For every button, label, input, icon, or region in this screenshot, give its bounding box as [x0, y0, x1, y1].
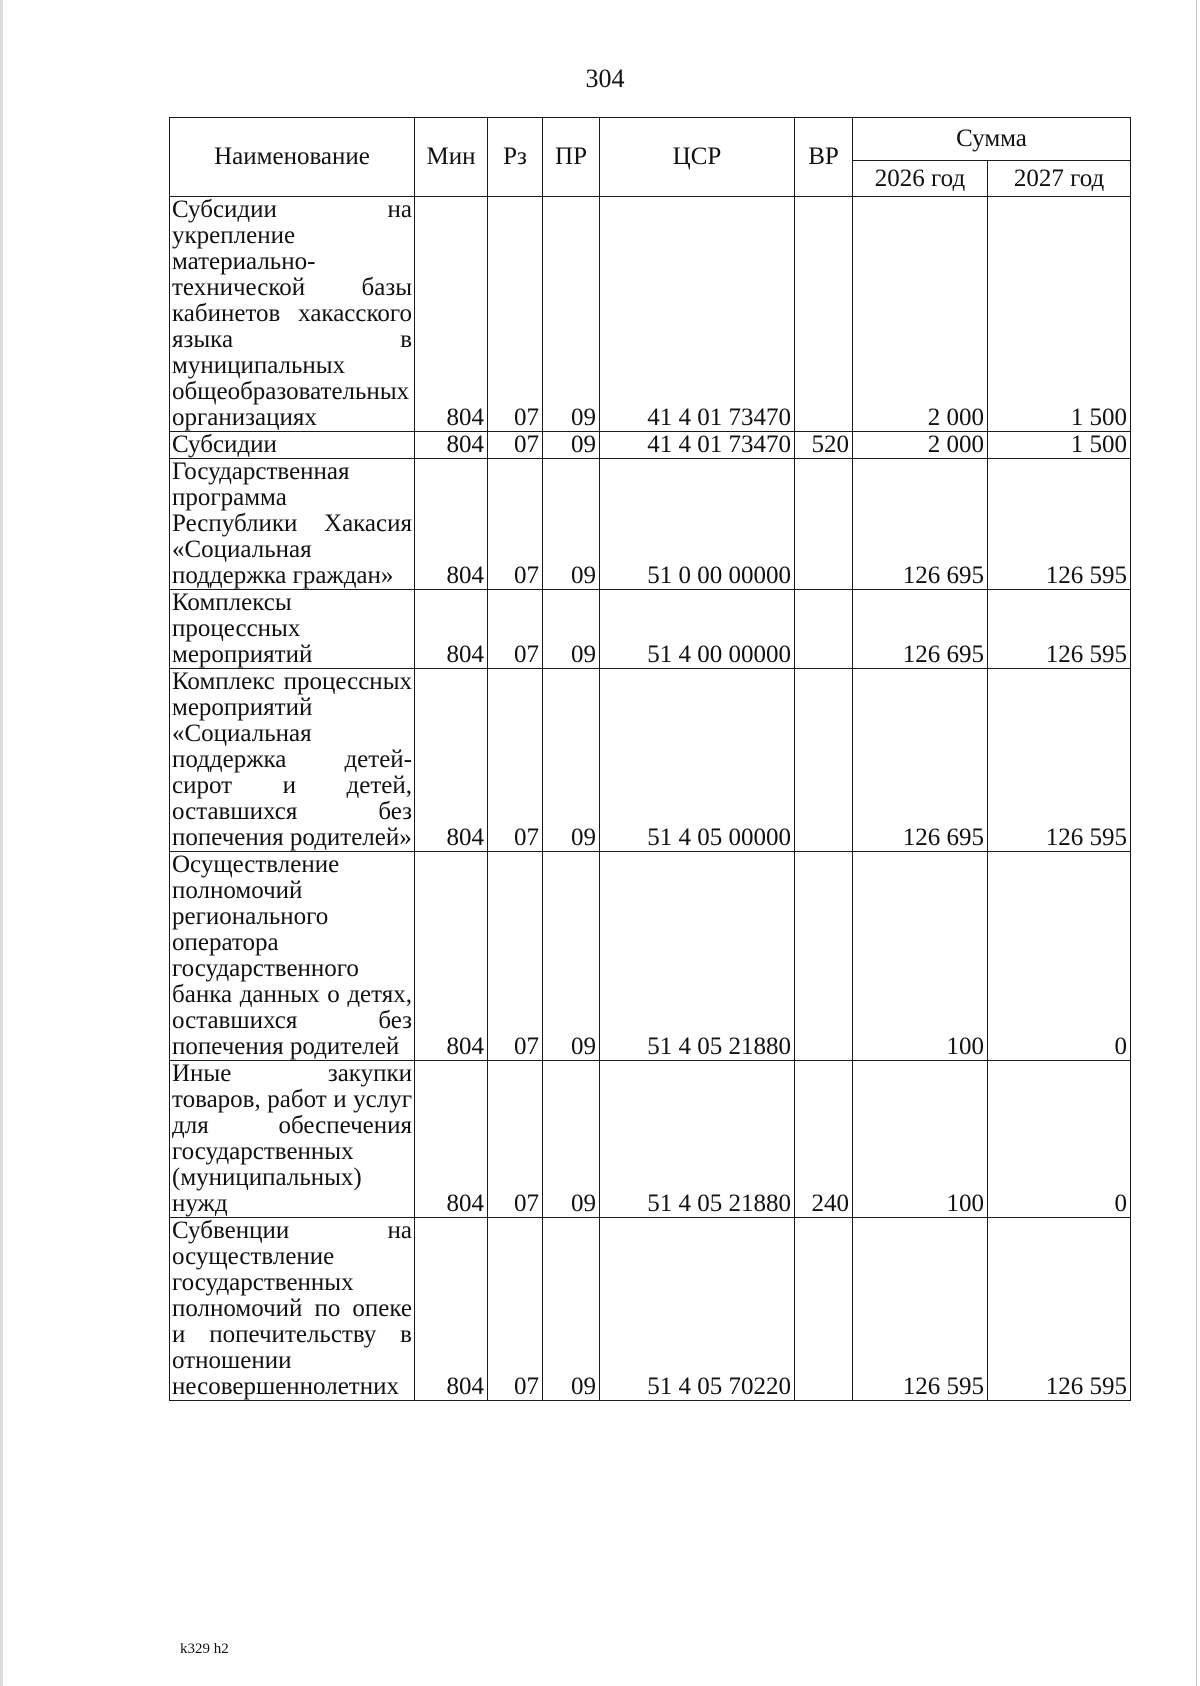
row-vr — [795, 669, 853, 852]
row-name: Иные закупки товаров, работ и услуг для обеспечения государственных (муниципальных) нужд — [170, 1061, 415, 1218]
table-row — [170, 459, 1131, 590]
row-name: Осуществление полномочий регионального оператора государственного банка данных о детях, оставшихся без попечения родителей — [170, 852, 415, 1061]
row-csr: 51 0 00 00000 — [600, 459, 795, 590]
row-name: Субсидии — [170, 432, 415, 459]
table-row — [170, 590, 1131, 669]
budget-table — [169, 117, 1131, 1401]
page-number: 304 — [585, 64, 625, 93]
row-min: 804 — [415, 590, 488, 669]
table-row — [170, 1218, 1131, 1401]
footer-code: k329 h2 — [180, 1641, 229, 1657]
row-min: 804 — [415, 852, 488, 1061]
table-row — [170, 669, 1131, 852]
header-min: Мин — [415, 118, 488, 197]
row-pr: 09 — [543, 1061, 600, 1218]
header-sum: Сумма — [853, 118, 1131, 161]
row-pr: 09 — [543, 197, 600, 432]
row-name: Субвенции на осуществление государственных полномочий по опеке и попечительству в отношении несовершеннолетних — [170, 1218, 415, 1401]
row-2026: 2 000 — [853, 432, 988, 459]
row-pr: 09 — [543, 590, 600, 669]
row-min: 804 — [415, 1061, 488, 1218]
row-rz: 07 — [488, 459, 543, 590]
row-2026: 126 695 — [853, 459, 988, 590]
row-csr: 51 4 05 21880 — [600, 852, 795, 1061]
row-rz: 07 — [488, 1061, 543, 1218]
row-2027: 0 — [988, 852, 1131, 1061]
row-pr: 09 — [543, 1218, 600, 1401]
row-vr — [795, 1218, 853, 1401]
header-pr: ПР — [543, 118, 600, 197]
row-csr: 41 4 01 73470 — [600, 197, 795, 432]
row-min: 804 — [415, 432, 488, 459]
row-vr: 520 — [795, 432, 853, 459]
row-vr: 240 — [795, 1061, 853, 1218]
row-csr: 51 4 05 21880 — [600, 1061, 795, 1218]
row-2026: 126 595 — [853, 1218, 988, 1401]
row-min: 804 — [415, 1218, 488, 1401]
table-row — [170, 1061, 1131, 1218]
row-2027: 1 500 — [988, 432, 1131, 459]
row-2026: 100 — [853, 852, 988, 1061]
row-pr: 09 — [543, 459, 600, 590]
row-vr — [795, 852, 853, 1061]
row-vr — [795, 197, 853, 432]
header-year-2026: 2026 год — [853, 161, 988, 197]
header-rz: Рз — [488, 118, 543, 197]
row-rz: 07 — [488, 432, 543, 459]
row-2027: 126 595 — [988, 669, 1131, 852]
header-name: Наименование — [170, 118, 415, 197]
row-pr: 09 — [543, 669, 600, 852]
row-min: 804 — [415, 197, 488, 432]
row-2026: 2 000 — [853, 197, 988, 432]
header-vr: ВР — [795, 118, 853, 197]
row-csr: 51 4 05 00000 — [600, 669, 795, 852]
row-vr — [795, 459, 853, 590]
row-csr: 51 4 00 00000 — [600, 590, 795, 669]
row-rz: 07 — [488, 669, 543, 852]
row-2027: 126 595 — [988, 1218, 1131, 1401]
row-rz: 07 — [488, 197, 543, 432]
row-rz: 07 — [488, 852, 543, 1061]
row-2027: 126 595 — [988, 459, 1131, 590]
row-pr: 09 — [543, 432, 600, 459]
row-2026: 100 — [853, 1061, 988, 1218]
scan-edge — [1196, 0, 1197, 1686]
header-year-2027: 2027 год — [988, 161, 1131, 197]
row-rz: 07 — [488, 590, 543, 669]
row-2027: 126 595 — [988, 590, 1131, 669]
row-name: Субсидии на укрепление материально-технической базы кабинетов хакасского языка в муниципальных общеобразовательных организациях — [170, 197, 415, 432]
table-row — [170, 852, 1131, 1061]
row-2026: 126 695 — [853, 590, 988, 669]
row-vr — [795, 590, 853, 669]
scan-edge — [0, 0, 3, 1686]
table-row — [170, 197, 1131, 432]
row-rz: 07 — [488, 1218, 543, 1401]
row-2026: 126 695 — [853, 669, 988, 852]
row-2027: 1 500 — [988, 197, 1131, 432]
row-name: Комплексы процессных мероприятий — [170, 590, 415, 669]
table-body — [170, 197, 1131, 1401]
row-csr: 41 4 01 73470 — [600, 432, 795, 459]
row-csr: 51 4 05 70220 — [600, 1218, 795, 1401]
row-min: 804 — [415, 669, 488, 852]
row-name: Комплекс процессных мероприятий «Социальная поддержка детей-сирот и детей, оставшихся без попечения родителей» — [170, 669, 415, 852]
row-min: 804 — [415, 459, 488, 590]
row-2027: 0 — [988, 1061, 1131, 1218]
row-name: Государственная программа Республики Хакасия «Социальная поддержка граждан» — [170, 459, 415, 590]
header-csr: ЦСР — [600, 118, 795, 197]
table-row — [170, 432, 1131, 459]
row-pr: 09 — [543, 852, 600, 1061]
